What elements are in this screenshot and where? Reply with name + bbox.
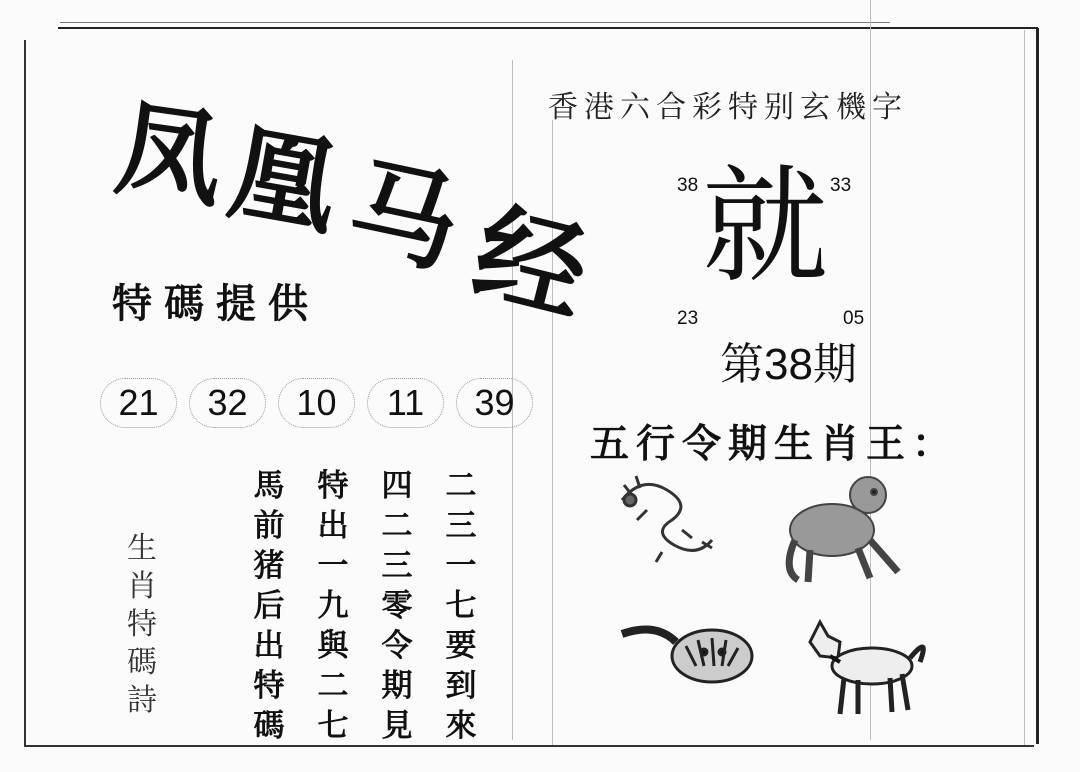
poem-char: 二 — [445, 467, 477, 504]
number-ball: 11 — [367, 378, 444, 428]
title-char-4: 经 — [461, 188, 600, 340]
poem-char: 特 — [253, 667, 285, 704]
poem-char: 要 — [445, 627, 477, 664]
poem-char: 前 — [253, 507, 285, 544]
poem-char: 七 — [317, 707, 349, 744]
poem-char: 三 — [445, 507, 477, 544]
poem-char: 出 — [317, 507, 349, 544]
main-character: 就 — [702, 153, 828, 300]
side-label — [120, 530, 164, 720]
corner-number-top-left: 38 — [677, 175, 699, 196]
poem-row — [248, 702, 482, 742]
poem-row — [248, 622, 482, 662]
scan-line — [1024, 30, 1025, 745]
tiger-icon — [616, 612, 756, 688]
poem-char: 碼 — [253, 707, 285, 744]
side-char: 生 — [127, 531, 157, 566]
dog-icon — [800, 612, 932, 720]
corner-number-bottom-right: 05 — [843, 308, 865, 329]
title-char-1: 凤 — [108, 86, 231, 223]
dragon-icon — [612, 470, 722, 570]
poem-char: 零 — [381, 587, 413, 624]
side-char: 肖 — [127, 569, 157, 604]
side-char: 碼 — [127, 645, 157, 680]
number-ball: 21 — [100, 378, 177, 428]
poem-char: 二 — [381, 507, 413, 544]
poem — [248, 462, 482, 742]
poem-row — [248, 462, 482, 502]
poem-char: 到 — [445, 667, 477, 704]
title-char-3: 马 — [338, 144, 470, 290]
poem-char: 九 — [317, 587, 349, 624]
poem-char: 見 — [381, 707, 413, 744]
title-char-2: 凰 — [220, 110, 347, 251]
poem-char: 七 — [445, 587, 477, 624]
monkey-icon — [770, 470, 915, 590]
poem-row — [248, 662, 482, 702]
poem-char: 馬 — [253, 467, 285, 504]
side-char: 特 — [127, 607, 157, 642]
poem-char: 三 — [381, 547, 413, 584]
side-char: 詩 — [127, 683, 157, 718]
poem-char: 令 — [381, 627, 413, 664]
number-ball: 32 — [189, 378, 266, 428]
frame-bottom — [24, 745, 1034, 747]
number-list — [100, 378, 533, 428]
frame-top — [58, 27, 1038, 29]
provide-label: 特碼提供 — [112, 281, 320, 327]
corner-number-bottom-left: 23 — [677, 308, 699, 329]
poem-char: 四 — [381, 467, 413, 504]
number-ball: 10 — [278, 378, 355, 428]
number-ball: 39 — [456, 378, 533, 428]
poem-row — [248, 542, 482, 582]
five-elements-label: 五行令期生肖王： — [590, 422, 959, 467]
corner-number-top-right: 33 — [830, 175, 852, 196]
poem-row — [248, 582, 482, 622]
subtitle: 香港六合彩特别玄機字 — [548, 90, 908, 125]
poem-char: 猪 — [253, 547, 285, 584]
poem-char: 來 — [445, 707, 477, 744]
poem-char: 期 — [381, 667, 413, 704]
poem-char: 一 — [317, 547, 349, 584]
poem-char: 一 — [445, 547, 477, 584]
top-rule — [60, 22, 890, 23]
issue-number: 第38期 — [720, 340, 857, 389]
poem-char: 出 — [253, 627, 285, 664]
poem-char: 二 — [317, 667, 349, 704]
frame-left — [24, 40, 26, 745]
poem-char: 后 — [253, 587, 285, 624]
frame-right — [1036, 28, 1039, 744]
poem-char: 與 — [317, 627, 349, 664]
poem-char: 特 — [317, 467, 349, 504]
poem-row — [248, 502, 482, 542]
